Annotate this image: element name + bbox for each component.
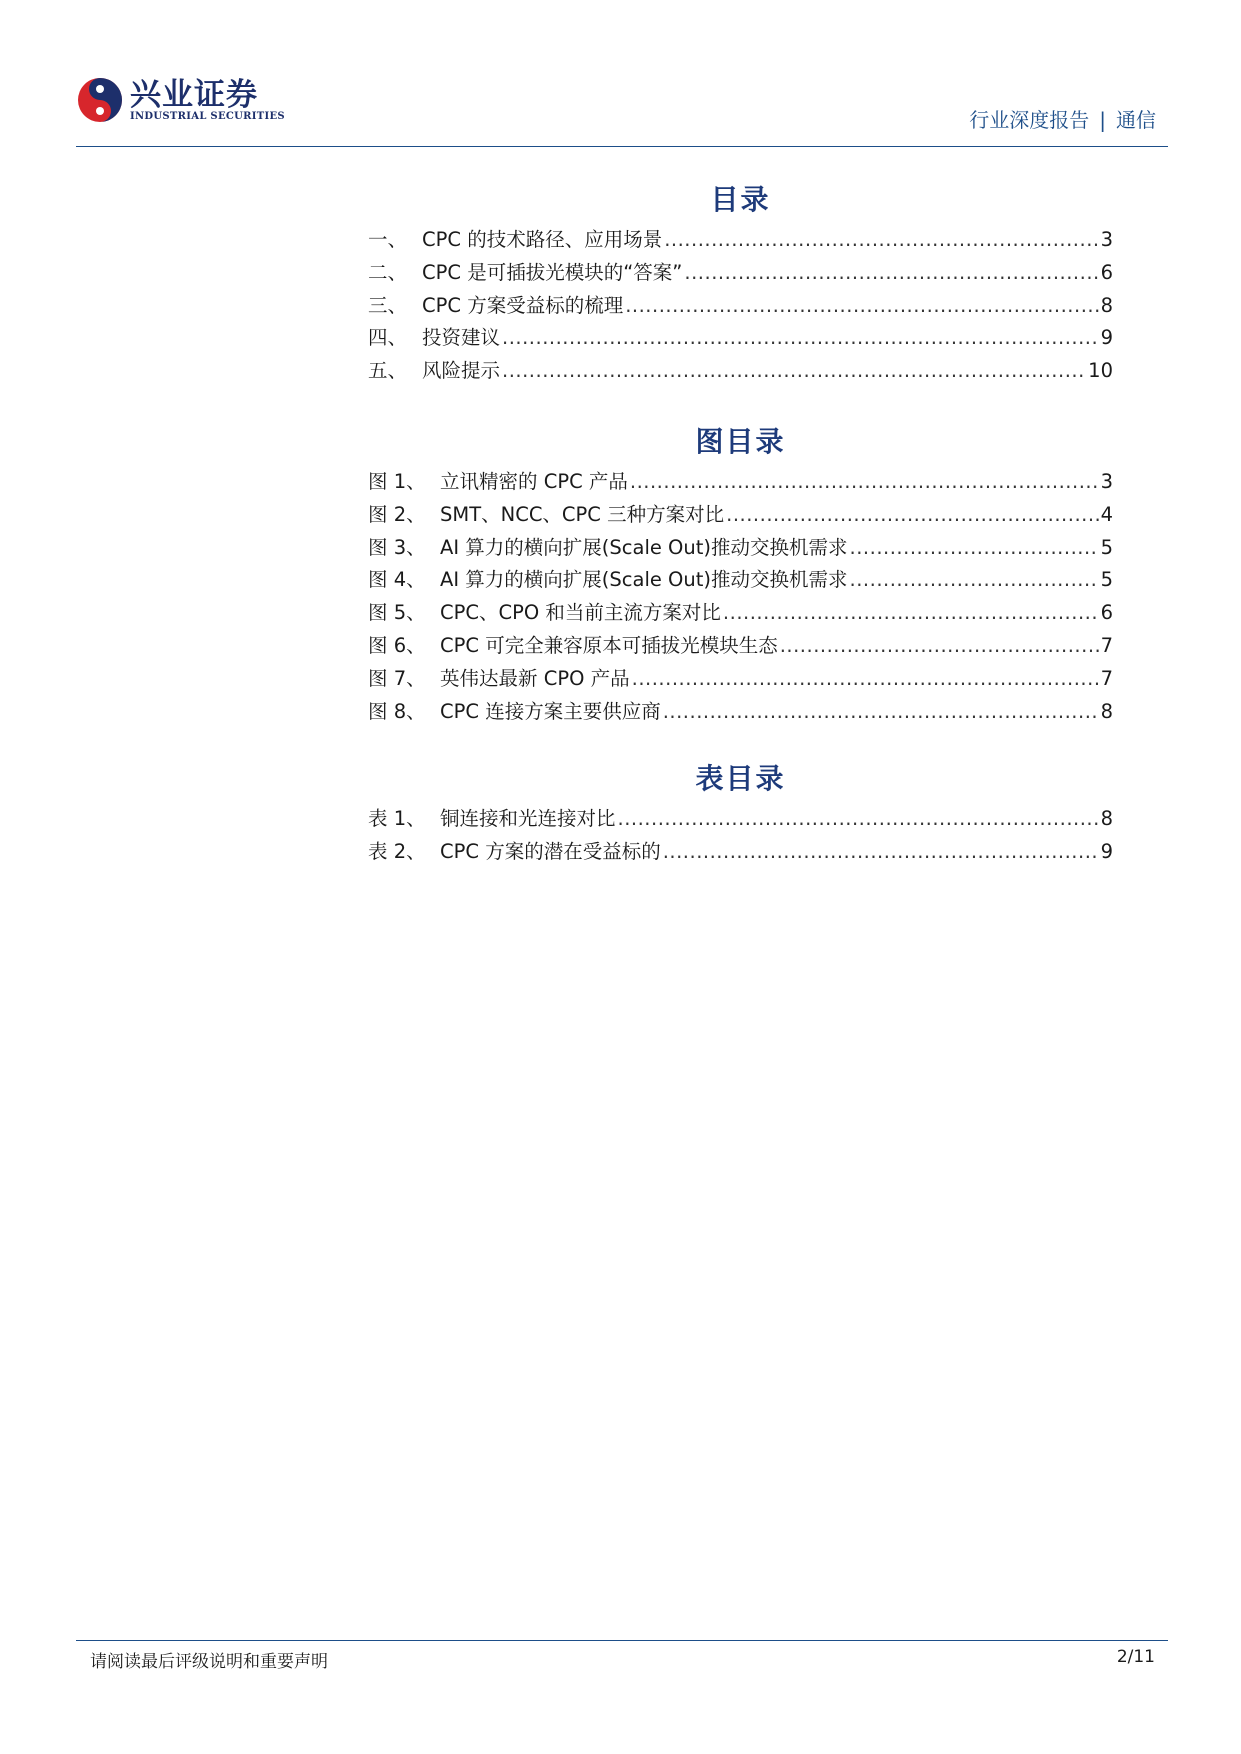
figure-entry-page: 4 (1100, 502, 1113, 526)
toc-entry-number: 二、 (368, 260, 408, 284)
figures-title: 图目录 (695, 425, 786, 458)
toc-entry-number: 四、 (368, 326, 408, 350)
toc-leader-dots (780, 630, 1099, 663)
tables-section (368, 757, 1113, 869)
toc-entry-label: 投资建议 (422, 326, 501, 350)
toc-leader-dots (618, 803, 1099, 836)
contents-title: 目录 (710, 183, 771, 216)
toc-leader-dots (502, 322, 1099, 355)
figure-entry-label: CPC 连接方案主要供应商 (440, 699, 661, 723)
toc-leader-dots (625, 290, 1098, 323)
toc-entry-label: CPC 是可插拔光模块的“答案” (422, 260, 683, 284)
figure-entry[interactable] (368, 532, 1113, 565)
report-category (969, 104, 1156, 133)
toc-leader-dots (850, 564, 1099, 597)
figure-entry-label: AI 算力的横向扩展(Scale Out)推动交换机需求 (440, 535, 848, 559)
toc-entry-page: 3 (1100, 228, 1113, 251)
toc-leader-dots (632, 663, 1099, 696)
toc-entry[interactable] (368, 257, 1113, 290)
figure-entry-number: 图 3、 (368, 535, 426, 559)
toc-leader-dots (684, 257, 1098, 290)
table-entry-page: 9 (1100, 839, 1113, 863)
table-entry-page: 8 (1100, 807, 1113, 830)
header-divider (76, 146, 1168, 147)
toc-leader-dots (664, 224, 1098, 257)
toc-entry[interactable] (368, 322, 1113, 355)
contents-section (368, 178, 1113, 388)
figure-entry-label: CPC、CPO 和当前主流方案对比 (440, 601, 721, 625)
figure-entry-number: 图 4、 (368, 568, 426, 592)
figure-entry-number: 图 1、 (368, 470, 426, 493)
figure-entry-page: 8 (1100, 699, 1113, 723)
toc-leader-dots (850, 532, 1099, 565)
logo-english-name: INDUSTRIAL SECURITIES (130, 111, 285, 122)
footer-disclaimer: 请阅读最后评级说明和重要声明 (90, 1652, 328, 1672)
figure-entry-page: 5 (1100, 568, 1113, 592)
figure-entry-page: 6 (1100, 601, 1113, 625)
page-header (76, 68, 1168, 148)
toc-entry-page: 10 (1088, 359, 1113, 383)
toc-leader-dots (630, 466, 1099, 499)
figure-entry-number: 图 6、 (368, 633, 426, 657)
page-number: 2/11 (1116, 1647, 1155, 1667)
toc-entry[interactable] (368, 355, 1113, 388)
company-logo (76, 76, 285, 124)
header-separator: | (1099, 108, 1106, 132)
logo-mark-icon (76, 76, 124, 124)
toc-entry[interactable] (368, 224, 1113, 257)
figure-entry[interactable] (368, 630, 1113, 663)
toc-leader-dots (663, 696, 1099, 729)
toc-leader-dots (663, 836, 1099, 869)
figure-entry-page: 7 (1100, 633, 1113, 657)
figure-entry-number: 图 2、 (368, 502, 426, 526)
tables-list (368, 803, 1113, 869)
figure-entry[interactable] (368, 564, 1113, 597)
toc-entry-number: 一、 (368, 228, 408, 251)
table-entry-number: 表 1、 (368, 807, 426, 830)
toc-entry-number: 三、 (368, 293, 408, 317)
table-entry[interactable] (368, 836, 1113, 869)
toc-entry-label: CPC 的技术路径、应用场景 (422, 228, 663, 251)
tables-title: 表目录 (695, 762, 786, 795)
figure-entry[interactable] (368, 663, 1113, 696)
figure-entry[interactable] (368, 499, 1113, 532)
figure-entry[interactable] (368, 696, 1113, 729)
footer-divider (76, 1640, 1168, 1641)
figure-entry[interactable] (368, 466, 1113, 499)
table-entry-label: CPC 方案的潜在受益标的 (440, 839, 661, 863)
toc-entry-page: 6 (1100, 260, 1113, 284)
figure-entry-label: CPC 可完全兼容原本可插拔光模块生态 (440, 633, 778, 657)
figure-entry-page: 7 (1100, 666, 1113, 690)
toc-entry[interactable] (368, 290, 1113, 323)
report-sector: 通信 (1116, 108, 1156, 132)
toc-entry-page: 8 (1100, 293, 1113, 317)
figure-entry-number: 图 8、 (368, 699, 426, 723)
figure-entry-label: 英伟达最新 CPO 产品 (440, 666, 630, 690)
table-entry-label: 铜连接和光连接对比 (440, 807, 616, 830)
toc-leader-dots (726, 499, 1098, 532)
toc-leader-dots (502, 355, 1086, 388)
figure-entry-label: SMT、NCC、CPC 三种方案对比 (440, 502, 725, 526)
figures-list (368, 466, 1113, 728)
figure-entry-page: 5 (1100, 535, 1113, 559)
toc-entry-label: 风险提示 (422, 359, 501, 383)
logo-chinese-name: 兴业证券 (130, 77, 258, 113)
table-entry[interactable] (368, 803, 1113, 836)
toc-entry-page: 9 (1100, 326, 1113, 350)
toc-leader-dots (723, 597, 1099, 630)
figure-entry[interactable] (368, 597, 1113, 630)
figure-entry-number: 图 7、 (368, 666, 426, 690)
toc-entry-label: CPC 方案受益标的梳理 (422, 293, 624, 317)
figure-entry-number: 图 5、 (368, 601, 426, 625)
table-entry-number: 表 2、 (368, 839, 426, 863)
figure-entry-page: 3 (1100, 470, 1113, 493)
figure-entry-label: 立讯精密的 CPC 产品 (440, 470, 628, 493)
contents-list (368, 224, 1113, 388)
report-type: 行业深度报告 (969, 108, 1090, 132)
figure-entry-label: AI 算力的横向扩展(Scale Out)推动交换机需求 (440, 568, 848, 592)
figures-section (368, 420, 1113, 728)
toc-entry-number: 五、 (368, 359, 408, 383)
